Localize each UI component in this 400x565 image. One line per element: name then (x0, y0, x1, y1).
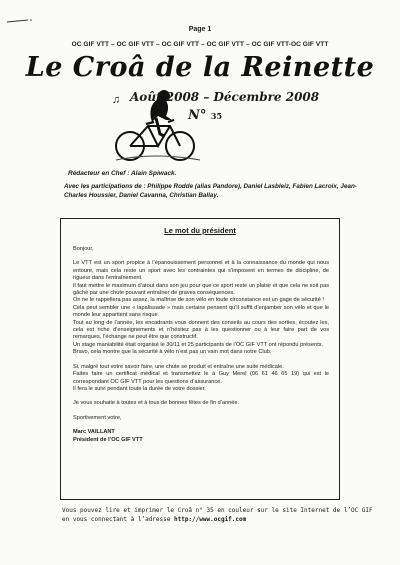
footer-prefix: en vous connectant à l’adresse (62, 515, 171, 523)
footer-note (62, 507, 382, 524)
president-message-body (73, 246, 329, 444)
music-note-icon: ♫ (112, 94, 121, 106)
scan-mark-icon (6, 18, 36, 24)
paragraph: Faites faire un certificat médical et transmettez le à Guy Merel (06 61 46 65 19) qui est le correspondant OC GIF VTT pour les questions d’assurance. (73, 371, 329, 385)
paragraph: Cela peut sembler une « lapalissade » mais certains pensent qu’il suffit d’enjamber son vélo et que le monde leur appartient sans risque. (73, 304, 329, 319)
issue-value: 35 (210, 111, 223, 121)
issue-dates: Août 2008 – Décembre 2008 (130, 90, 320, 104)
club-banner: OC GIF VTT – OC GIF VTT – OC GIF VTT – OC GIF VTT – OC GIF VTT-OC GIF VTT (71, 41, 329, 48)
president-message-box (60, 218, 340, 500)
footer-line (62, 516, 382, 525)
season-wishes: Je vous souhaite à toutes et à tous de bonnes fêtes de fin d’année. (73, 400, 240, 407)
signature-role: Président de l’OC GIF VTT (73, 436, 143, 443)
paragraph: Il fera le suivi pendant toute la durée de votre dossier. (73, 385, 206, 392)
footer-line: Vous pouvez lire et imprimer le Croâ n° 35 en couleur sur le site Internet de l’OC GIF (62, 507, 373, 514)
issue-number (188, 108, 222, 123)
signature-name: Marc VAILLANT (73, 429, 115, 436)
contributors-credit: Avec les participations de : Philippe Rodde (alias Pandore), Daniel Lasbleiz, Fabien Lacroix, Jean-Charles Houssier, Daniel Cavanna, Christian Ballay. (64, 183, 357, 199)
issue-prefix: N° (188, 108, 207, 123)
page-number: Page 1 (188, 26, 212, 33)
paragraph: Bravo, cela montre que la sécurité à vélo n’est pas un vain mot dans notre Club. (73, 349, 272, 356)
paragraph: Il faut mettre le maximum d’atout dans son jeu pour que ce sport reste un plaisir et que cela ne soit pas gâché par une chute pouvant entraîner de graves conséquences. (73, 282, 329, 297)
paragraph: Tout au long de l’année, les encadrants vous donnent des conseils au cours des sorties, écoutez les, cela est riche d’enseignements et n’hésitez pas à les questionner ou à leur faire part de vos remarques, l’échange ne peut être que constructif. (73, 319, 329, 341)
newsletter-title: Le Croâ de la Reinette (25, 52, 375, 83)
paragraph: Un stage maniabilité était organisé le 30/11 et 25 participants de l’OC GIF VTT ont répondu présents. (73, 341, 324, 348)
website-link[interactable]: http://www.ocgif.com (174, 515, 247, 523)
greeting: Bonjour, (73, 246, 94, 252)
president-message-title: Le mot du président (164, 226, 236, 235)
paragraph: Si, malgré tout votre savoir faire, une chute se produit et entraîne une suite médicale. (73, 363, 284, 370)
paragraph: On ne le rappellera pas assez, la maîtrise de son vélo en toute circonstance est un gage de sécurité ! (73, 297, 324, 304)
paragraph: Le VTT est un sport propice à l’épanouissement personnel et à la connaissance du monde qui nous entoure, mais cela reste un sport avec les contraintes qui s’imposent en termes de discipline, de rigueur dans l’entraînement. (73, 260, 329, 282)
closing: Sportivement votre, (73, 414, 122, 421)
editor-credit: Rédacteur en Chef : Alain Spiwack. (68, 170, 177, 177)
